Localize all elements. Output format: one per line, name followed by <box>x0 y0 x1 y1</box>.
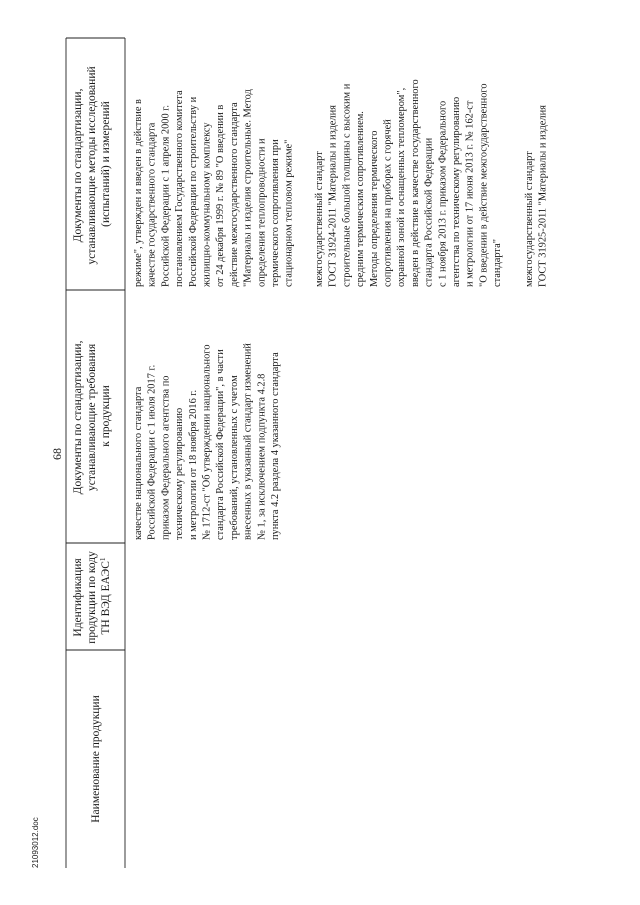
page-number: 68 <box>50 448 64 460</box>
header-col-identification: Идентификация продукции по коду ТН ВЭД ЕАЭС$^1$ <box>72 551 112 644</box>
header-col-method-docs: Документы по стандартизации, устанавливающие методы исследований (испытаний) и измерений <box>72 66 112 265</box>
header-col-product-name: Наименование продукции <box>90 695 102 823</box>
method-docs-text-block-2: межгосударственный стандарт ГОСТ 31924-2011 "Материалы и изделия строительные большой толщины с высоким и средним термическим сопротивлением. Методы определения термического сопротивления на приборах с горячей охранной зоной и оснащенных тепломером", введен в действие в качестве государственного стандарта Российской Федерации с 1 ноября 2013 г. приказом Федерального агентства по техническому регулированию и метрологии от 17 июня 2013 г. № 162-ст "О введении в действие межгосударственного стандарта" <box>314 79 504 287</box>
requirement-docs-text: качестве национального стандарта Российской Федерации с 1 июля 2017 г. приказом Федерального агентства по техническому регулированию и метрологии от 18 ноября 2016 г. № 1712-ст "Об утверждении национального стандарта Российской Федерации", в части требований, установленных с учетом внесенных в указанный стандарт изменений № 1, за исключением подпункта 4.2.8 пункта 4.2 раздела 4 указанного стандарта <box>133 343 281 540</box>
header-col-requirement-docs: Документы по стандартизации, устанавливающие требования к продукции <box>72 340 112 495</box>
method-docs-text-block-3: межгосударственный стандарт ГОСТ 31925-2011 "Материалы и изделия <box>524 105 549 287</box>
file-label: 21093012.doc <box>31 817 40 868</box>
method-docs-text-block-1: режиме", утвержден и введен в действие в качестве государственного стандарта Российской Федерации с 1 апреля 2000 г. постановлением Государственного комитета Российской Федерации по строительству и жилищно-коммунальному комплексу от 24 декабря 1999 г. № 89 "О введении в действие межгосударственного стандарта "Материалы и изделия строительные. Метод определения теплопроводности и термического сопротивления при стационарном тепловом режиме" <box>133 89 295 287</box>
